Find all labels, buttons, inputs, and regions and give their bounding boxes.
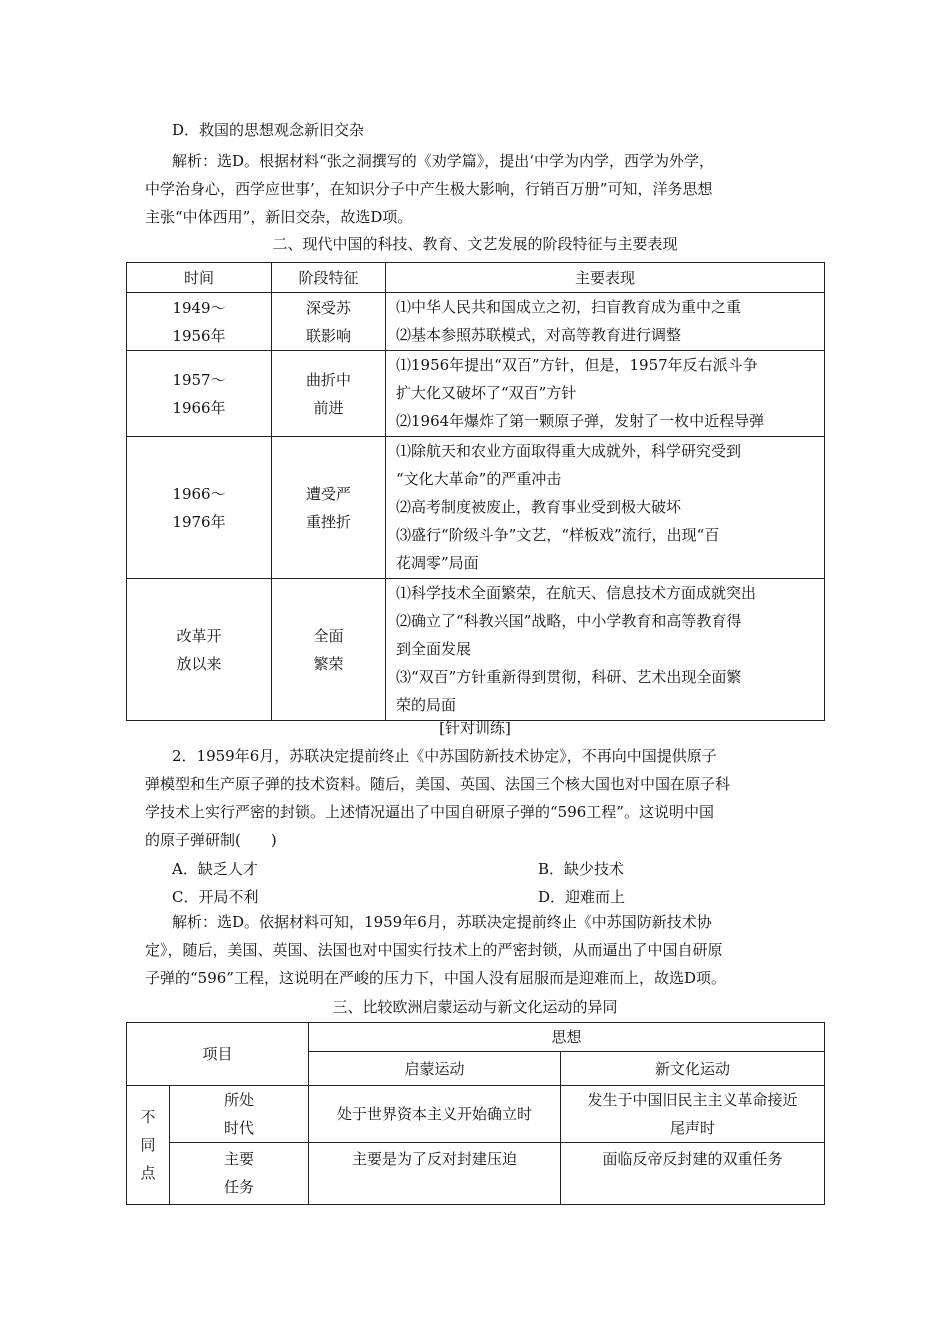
row-main-line: ⑴中华人民共和国成立之初，扫盲教育成为重中之重 xyxy=(396,298,742,316)
row-time: 1949～ xyxy=(172,298,226,317)
row-main-line: 花凋零”局面 xyxy=(396,554,479,572)
row-main-line: ⑶盛行“阶级斗争”文艺，“样板戏”流行，出现“百 xyxy=(396,526,720,544)
q2-stem-line: 2．1959年6月，苏联决定提前终止《中苏国防新技术协定》，不再向中国提供原子 xyxy=(172,747,717,765)
row-stage: 遭受严 xyxy=(305,484,351,503)
row-stage: 前进 xyxy=(313,398,344,417)
q2-analysis-line: 定》，随后，美国、英国、法国也对中国实行技术上的严密封锁，从而逼出了中国自研原 xyxy=(145,941,723,959)
q2-stem-line: 的原子弹研制( ) xyxy=(145,831,277,849)
header-col-new-culture: 新文化运动 xyxy=(561,1052,825,1086)
header-group: 思想 xyxy=(309,1023,825,1052)
row-time: 1957～ xyxy=(172,370,226,389)
q2-stem-line: 弹模型和生产原子弹的技术资料。随后，美国、英国、法国三个核大国也对中国在原子科 xyxy=(145,775,731,793)
table-header-row xyxy=(127,1023,825,1052)
row-main-line: ⑵基本参照苏联模式，对高等教育进行调整 xyxy=(396,326,682,344)
row-stage: 全面 xyxy=(313,626,344,645)
table-row xyxy=(127,351,825,437)
table-row xyxy=(127,437,825,579)
row-main-line: ⑴科学技术全面繁荣，在航天、信息技术方面成就突出 xyxy=(396,584,757,602)
row-label: 主要 xyxy=(224,1150,255,1168)
q1-option-d: D．救国的思想观念新旧交杂 xyxy=(172,121,365,139)
q1-analysis-line: 主张“中体西用”，新旧交杂，故选D项。 xyxy=(145,208,413,226)
row-time: 1966～ xyxy=(172,484,226,503)
row-label: 任务 xyxy=(224,1178,255,1196)
q2-analysis-line: 解析：选D。依据材料可知，1959年6月，苏联决定提前终止《中苏国防新技术协 xyxy=(172,913,712,931)
row-main-line: ⑵确立了“科教兴国”战略，中小学教育和高等教育得 xyxy=(396,612,742,630)
training-label: [针对训练] xyxy=(439,719,511,737)
header-item: 项目 xyxy=(127,1023,309,1086)
row-group-label: 点 xyxy=(140,1164,156,1182)
row-time: 1966年 xyxy=(172,398,226,417)
cell-enlightenment: 主要是为了反对封建压迫 xyxy=(352,1150,518,1168)
row-label: 所处 xyxy=(224,1091,255,1109)
row-stage: 曲折中 xyxy=(305,370,351,389)
row-stage: 重挫折 xyxy=(305,512,351,531)
row-main-line: ⑶“双百”方针重新得到贯彻，科研、艺术出现全面繁 xyxy=(396,668,742,686)
table-header-row xyxy=(127,263,825,293)
row-stage: 联影响 xyxy=(305,326,351,345)
row-time: 1956年 xyxy=(172,326,226,345)
header-col-enlightenment: 启蒙运动 xyxy=(309,1052,561,1086)
q2-option-c[interactable]: C．开局不利 xyxy=(172,888,259,906)
row-main-line: “文化大革命”的严重冲击 xyxy=(396,470,562,488)
row-main-line: ⑵高考制度被废止，教育事业受到极大破坏 xyxy=(396,498,682,516)
cell-new-culture: 面临反帝反封建的双重任务 xyxy=(602,1150,783,1168)
row-stage: 深受苏 xyxy=(305,298,351,317)
row-main-line: ⑵1964年爆炸了第一颗原子弹，发射了一枚中近程导弹 xyxy=(396,412,765,430)
row-group-label: 同 xyxy=(140,1136,156,1154)
table-row xyxy=(127,1086,825,1143)
row-stage: 繁荣 xyxy=(313,654,344,673)
header-stage: 阶段特征 xyxy=(272,263,386,293)
q1-analysis-line: 解析：选D。根据材料“张之洞撰写的《劝学篇》，提出‘中学为内学，西学为外学， xyxy=(172,152,714,170)
comparison-table xyxy=(126,1022,825,1205)
row-time: 放以来 xyxy=(176,654,222,673)
row-main-line: ⑴1956年提出“双百”方针，但是，1957年反右派斗争 xyxy=(396,356,758,374)
row-group-label: 不 xyxy=(140,1108,156,1126)
row-main-line: 荣的局面 xyxy=(396,696,457,714)
row-label: 时代 xyxy=(224,1119,255,1137)
table-row xyxy=(127,293,825,351)
q1-analysis-line: 中学治身心，西学应世事’，在知识分子中产生极大影响，行销百万册”可知，洋务思想 xyxy=(145,180,713,198)
row-time: 改革开 xyxy=(176,626,222,645)
q2-option-d[interactable]: D．迎难而上 xyxy=(538,888,626,906)
q2-analysis-line: 子弹的“596”工程，这说明在严峻的压力下，中国人没有屈服而是迎难而上，故选D项。 xyxy=(145,969,726,987)
row-main-line: ⑴除航天和农业方面取得重大成就外，科学研究受到 xyxy=(396,442,742,460)
row-main-line: 到全面发展 xyxy=(396,640,472,658)
table-row xyxy=(127,1143,825,1205)
table-row xyxy=(127,579,825,721)
header-time: 时间 xyxy=(127,263,272,293)
stage-table xyxy=(126,262,825,721)
q2-option-a[interactable]: A．缺乏人才 xyxy=(172,860,258,878)
section3-title: 三、比较欧洲启蒙运动与新文化运动的异同 xyxy=(332,998,618,1016)
cell-new-culture: 尾声时 xyxy=(670,1119,716,1137)
section2-title: 二、现代中国的科技、教育、文艺发展的阶段特征与主要表现 xyxy=(272,235,678,253)
row-main-line: 扩大化又破坏了“双百”方针 xyxy=(396,384,577,402)
q2-stem-line: 学技术上实行严密的封锁。上述情况逼出了中国自研原子弹的“596工程”。这说明中国 xyxy=(145,803,714,821)
q2-option-b[interactable]: B．缺少技术 xyxy=(538,860,625,878)
cell-enlightenment: 处于世界资本主义开始确立时 xyxy=(337,1105,533,1123)
header-main: 主要表现 xyxy=(386,263,825,293)
row-time: 1976年 xyxy=(172,512,226,531)
cell-new-culture: 发生于中国旧民主主义革命接近 xyxy=(587,1091,798,1109)
